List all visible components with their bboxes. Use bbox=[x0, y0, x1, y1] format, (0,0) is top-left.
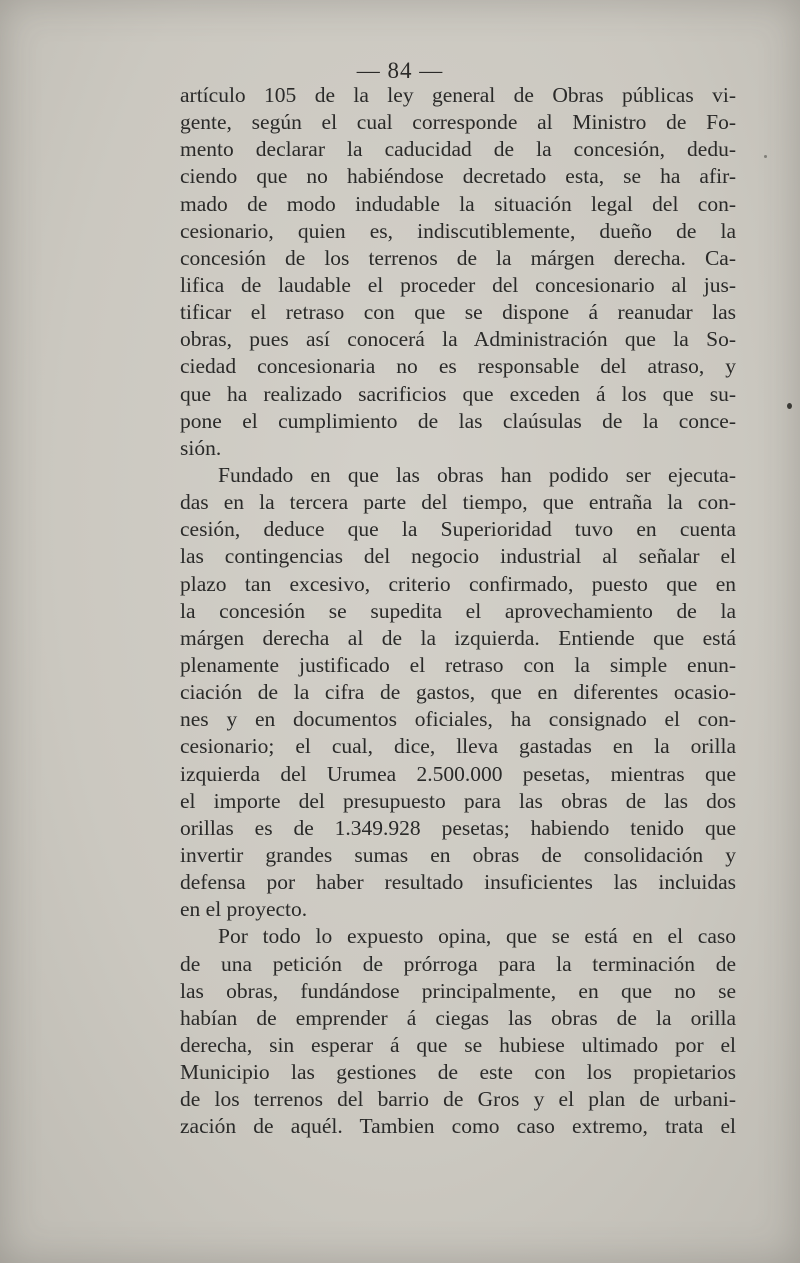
text-line: zación de aquél. Tambien como caso extremo, trata el bbox=[180, 1114, 736, 1139]
text-line: en el proyecto. bbox=[180, 897, 308, 922]
text-line: la concesión se supedita el aprovechamiento de la bbox=[180, 598, 736, 623]
text-line: ciendo que no habiéndose decretado esta, se ha afir- bbox=[180, 164, 736, 189]
text-line: das en la tercera parte del tiempo, que entraña la con- bbox=[180, 490, 736, 515]
text-line: izquierda del Urumea 2.500.000 pesetas, mientras que bbox=[180, 761, 736, 786]
text-line: de los terrenos del barrio de Gros y el plan de urbani- bbox=[180, 1087, 736, 1112]
text-line: plazo tan excesivo, criterio confirmado, puesto que en bbox=[180, 571, 736, 596]
text-line: cesionario, quien es, indiscutiblemente, dueño de la bbox=[180, 218, 736, 243]
text-line: que ha realizado sacrificios que exceden á los que su- bbox=[180, 381, 736, 406]
page-number: — 84 — bbox=[356, 58, 444, 83]
text-line: gente, según el cual corresponde al Ministro de Fo- bbox=[180, 110, 736, 135]
text-line: sión. bbox=[180, 435, 222, 460]
paper-speck bbox=[787, 403, 792, 409]
paper-speck bbox=[764, 155, 767, 158]
text-line: las contingencias del negocio industrial al señalar el bbox=[180, 544, 736, 569]
text-line: lifica de laudable el proceder del concesionario al jus- bbox=[180, 272, 736, 297]
text-line: obras, pues así conocerá la Administración que la So- bbox=[180, 327, 736, 352]
text-line: derecha, sin esperar á que se hubiese ultimado por el bbox=[180, 1032, 736, 1057]
text-line: artículo 105 de la ley general de Obras públicas vi- bbox=[180, 83, 736, 107]
text-line: mento declarar la caducidad de la concesión, dedu- bbox=[180, 137, 736, 162]
text-line: defensa por haber resultado insuficientes las incluidas bbox=[180, 870, 736, 895]
text-line: habían de emprender á ciegas las obras de la orilla bbox=[180, 1005, 736, 1030]
text-line: ciación de la cifra de gastos, que en diferentes ocasio- bbox=[180, 680, 736, 705]
text-line: cesión, deduce que la Superioridad tuvo en cuenta bbox=[180, 517, 736, 542]
text-line: Por todo lo expuesto opina, que se está en el caso bbox=[218, 924, 736, 949]
text-line: invertir grandes sumas en obras de consolidación y bbox=[180, 842, 736, 867]
text-line: Municipio las gestiones de este con los propietarios bbox=[180, 1060, 736, 1085]
text-line: concesión de los terrenos de la márgen derecha. Ca- bbox=[180, 245, 736, 270]
text-line: Fundado en que las obras han podido ser ejecuta- bbox=[218, 462, 736, 487]
text-line: pone el cumplimiento de las claúsulas de la conce- bbox=[180, 408, 736, 433]
text-line: el importe del presupuesto para las obras de las dos bbox=[180, 788, 736, 813]
text-line: tificar el retraso con que se dispone á reanudar las bbox=[180, 300, 736, 325]
text-line: de una petición de prórroga para la terminación de bbox=[180, 951, 736, 976]
text-line: cesionario; el cual, dice, lleva gastadas en la orilla bbox=[180, 734, 736, 759]
text-line: las obras, fundándose principalmente, en que no se bbox=[180, 978, 736, 1003]
text-line: orillas es de 1.349.928 pesetas; habiendo tenido que bbox=[180, 815, 736, 840]
body-text bbox=[180, 82, 736, 1140]
text-line: plenamente justificado el retraso con la simple enun- bbox=[180, 652, 736, 677]
text-line: mado de modo indudable la situación legal del con- bbox=[180, 191, 736, 216]
text-line: márgen derecha al de la izquierda. Entiende que está bbox=[180, 625, 736, 650]
text-line: ciedad concesionaria no es responsable del atraso, y bbox=[180, 354, 736, 379]
text-line: nes y en documentos oficiales, ha consignado el con- bbox=[180, 707, 736, 732]
